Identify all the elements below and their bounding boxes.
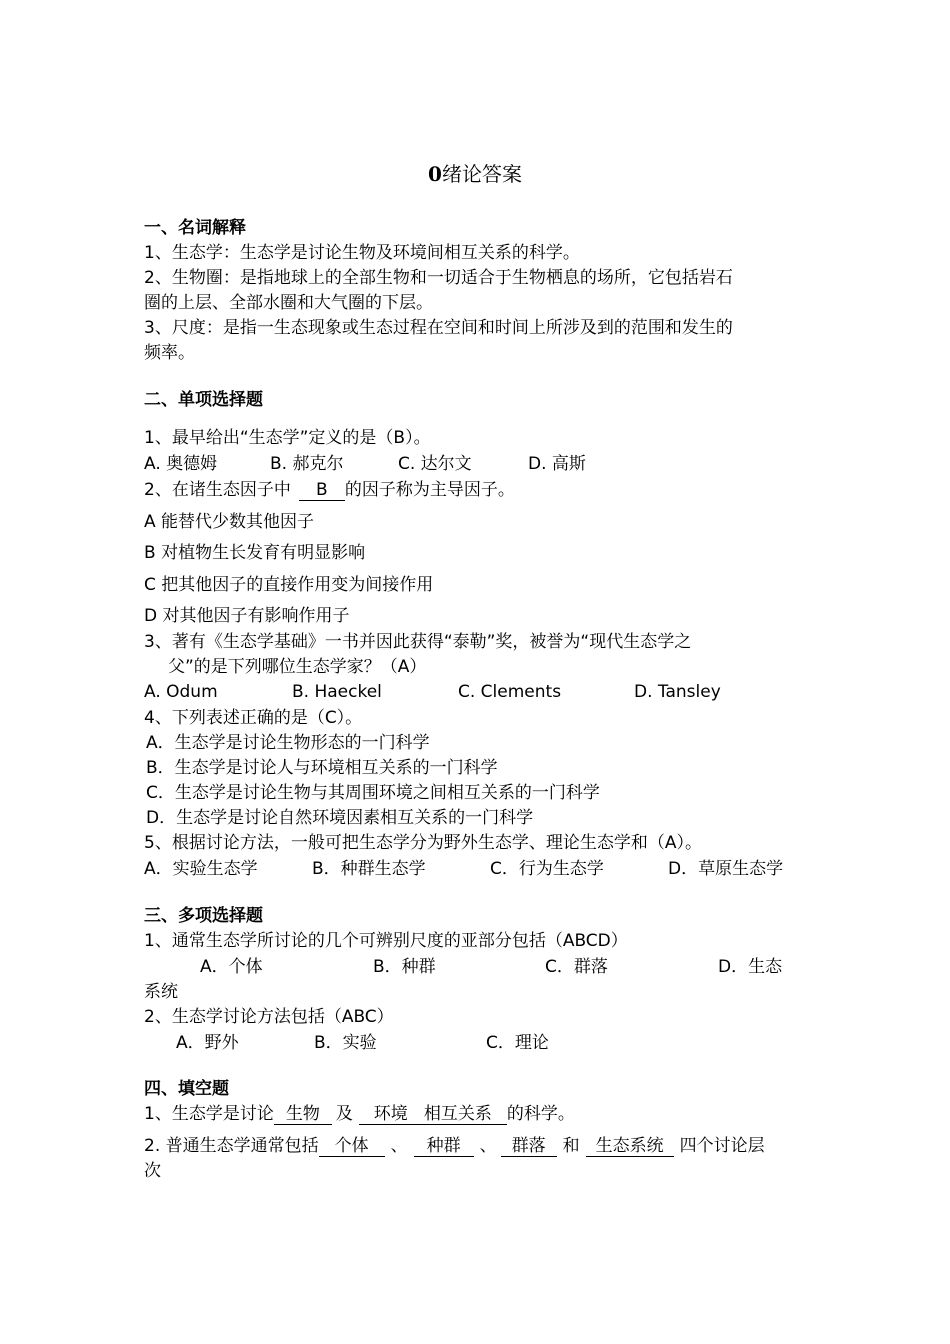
fill-blank-wrap: 次 [144, 1161, 161, 1181]
option: A．野外 [176, 1033, 239, 1053]
option: C 把其他因子的直接作用变为间接作用 [144, 575, 434, 595]
option: B. Haeckel [292, 682, 382, 702]
option: C．行为生态学 [490, 859, 604, 879]
option-row [176, 1031, 856, 1055]
definition-line: 频率。 [144, 343, 195, 363]
option: D．生态学是讨论自然环境因素相互关系的一门科学 [146, 808, 534, 828]
question-text: 2、生态学讨论方法包括（ABC） [144, 1007, 394, 1027]
definition-line: 2、生物圈：是指地球上的全部生物和一切适合于生物栖息的场所，它包括岩石 [144, 268, 733, 288]
option: B．种群 [373, 957, 436, 977]
option: D. Tansley [634, 682, 721, 702]
answer-blank: 个体 [319, 1136, 385, 1157]
section-heading-1: 一、名词解释 [144, 218, 246, 238]
answer-blank: B [299, 480, 345, 501]
answer-blank: 环境 相互关系 [359, 1104, 507, 1125]
option: C．理论 [486, 1033, 549, 1053]
option: C．群落 [545, 957, 608, 977]
option: D 对其他因子有影响作用子 [144, 606, 350, 626]
option: A．实验生态学 [144, 859, 258, 879]
title-number: 0 [428, 162, 442, 186]
option: A 能替代少数其他因子 [144, 512, 315, 532]
option: A. 奥德姆 [144, 454, 218, 474]
option: A. Odum [144, 682, 218, 702]
question-text: 2、在诸生态因子中 B 的因子称为主导因子。 [144, 480, 515, 500]
answer-blank: 生态系统 [586, 1136, 674, 1157]
option: D. 高斯 [528, 454, 586, 474]
title-text: 绪论答案 [441, 162, 522, 186]
option-row [200, 955, 880, 979]
option: B. 郝克尔 [270, 454, 344, 474]
answer-blank: 生物 [274, 1104, 332, 1125]
definition-line: 圈的上层、全部水圈和大气圈的下层。 [144, 293, 433, 313]
section-heading-4: 四、填空题 [144, 1079, 229, 1099]
option-row [144, 452, 824, 476]
option: B 对植物生长发育有明显影响 [144, 543, 366, 563]
option: D．生态 [718, 957, 783, 977]
fill-blank-question: 2. 普通生态学通常包括 个体 、 种群 、 群落 和 生态系统 四个讨论层 [144, 1136, 765, 1156]
definition-line: 3、尺度：是指一生态现象或生态过程在空间和时间上所涉及到的范围和发生的 [144, 318, 733, 338]
option: B．实验 [314, 1033, 377, 1053]
answer-blank: 种群 [414, 1136, 474, 1157]
fill-blank-question: 1、生态学是讨论 生物 及 环境 相互关系 的科学。 [144, 1104, 575, 1124]
option: C. 达尔文 [398, 454, 472, 474]
option: B．生态学是讨论人与环境相互关系的一门科学 [146, 758, 498, 778]
section-heading-3: 三、多项选择题 [144, 906, 263, 926]
option: A．个体 [200, 957, 263, 977]
option: A．生态学是讨论生物形态的一门科学 [146, 733, 430, 753]
answer-blank: 群落 [501, 1136, 557, 1157]
definition-line: 1、生态学：生态学是讨论生物及环境间相互关系的科学。 [144, 243, 580, 263]
option-wrap: 系统 [144, 982, 178, 1002]
option: C．生态学是讨论生物与其周围环境之间相互关系的一门科学 [146, 783, 600, 803]
option-row [144, 857, 824, 881]
section-heading-2: 二、单项选择题 [144, 390, 263, 410]
question-text: 父”的是下列哪位生态学家？（A） [168, 657, 427, 677]
option: C. Clements [458, 682, 562, 702]
option-row [144, 680, 824, 704]
question-text: 4、下列表述正确的是（C）。 [144, 708, 363, 728]
question-text: 1、最早给出“生态学”定义的是（B）。 [144, 428, 431, 448]
page-title [0, 160, 950, 188]
option: B．种群生态学 [312, 859, 426, 879]
question-text: 1、通常生态学所讨论的几个可辨别尺度的亚部分包括（ABCD） [144, 931, 628, 951]
question-text: 3、著有《生态学基础》一书并因此获得“泰勒”奖，被誉为“现代生态学之 [144, 632, 692, 652]
question-text: 5、根据讨论方法，一般可把生态学分为野外生态学、理论生态学和（A）。 [144, 833, 702, 853]
option: D．草原生态学 [668, 859, 784, 879]
